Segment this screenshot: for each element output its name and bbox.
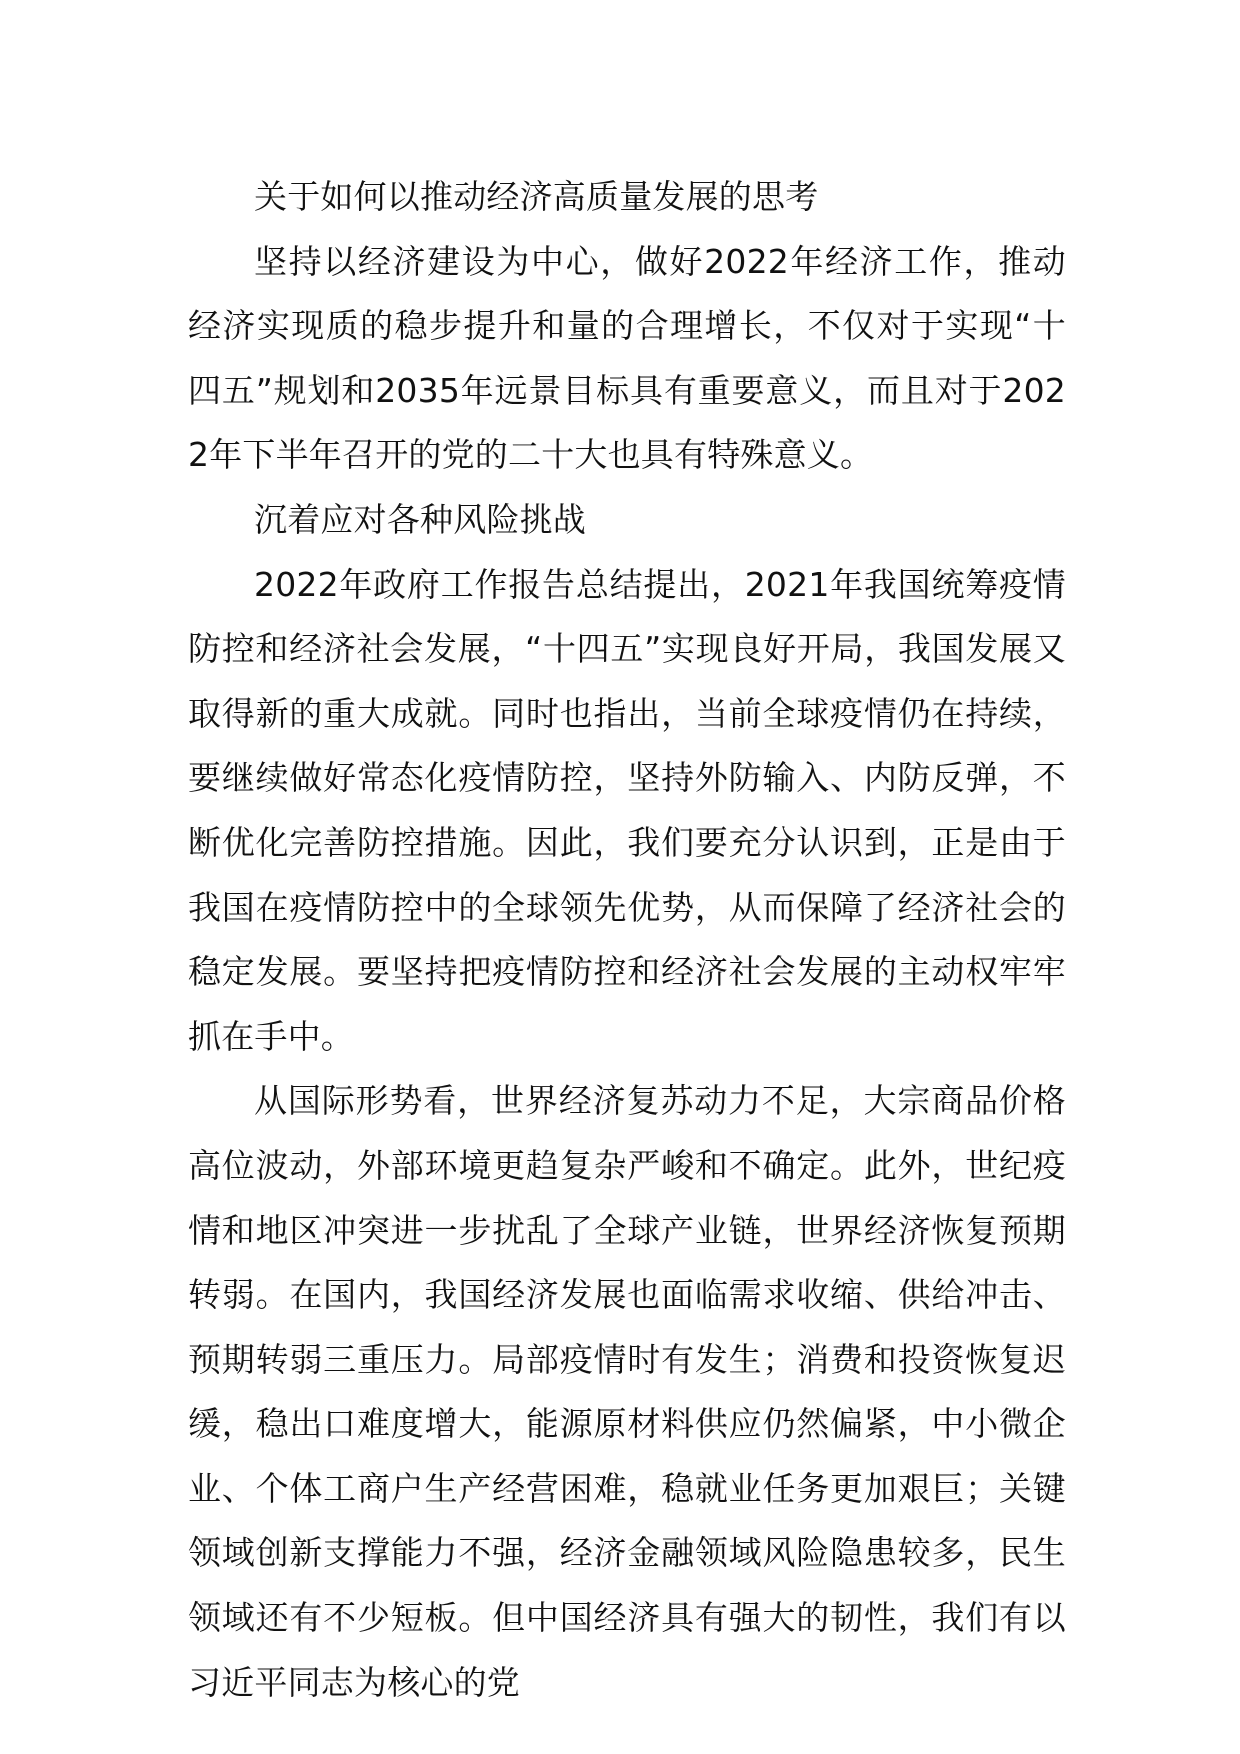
document-title: 关于如何以推动经济高质量发展的思考 (254, 177, 819, 216)
paragraph-situation: 从国际形势看，世界经济复苏动力不足，大宗商品价格高位波动，外部环境更趋复杂严峻和不确定。此外，世纪疫情和地区冲突进一步扰乱了全球产业链，世界经济恢复预期转弱。在国内，我国经济发展也面临需求收缩、供给冲击、预期转弱三重压力。局部疫情时有发生；消费和投资恢复迟缓，稳出口难度增大，能源原材料供应仍然偏紧，中小微企业、个体工商户生产经营困难，稳就业任务更加艰巨；关键领域创新支撑能力不强，经济金融领域风险隐患较多，民生领域还有不少短板。但中国经济具有强大的韧性，我们有以习近平同志为核心的党 (188, 1081, 1066, 1702)
document-body (188, 165, 1066, 1715)
paragraph-intro: 坚持以经济建设为中心，做好2022年经济工作，推动经济实现质的稳步提升和量的合理增长，不仅对于实现“十四五”规划和2035年远景目标具有重要意义，而且对于2022年下半年召开的党的二十大也具有特殊意义。 (188, 241, 1066, 475)
paragraph-report-summary: 2022年政府工作报告总结提出，2021年我国统筹疫情防控和经济社会发展，“十四五”实现良好开局，我国发展又取得新的重大成就。同时也指出，当前全球疫情仍在持续，要继续做好常态化疫情防控，坚持外防输入、内防反弹，不断优化完善防控措施。因此，我们要充分认识到，正是由于我国在疫情防控中的全球领先优势，从而保障了经济社会的稳定发展。要坚持把疫情防控和经济社会发展的主动权牢牢抓在手中。 (188, 564, 1066, 1056)
section-heading: 沉着应对各种风险挑战 (254, 499, 586, 539)
